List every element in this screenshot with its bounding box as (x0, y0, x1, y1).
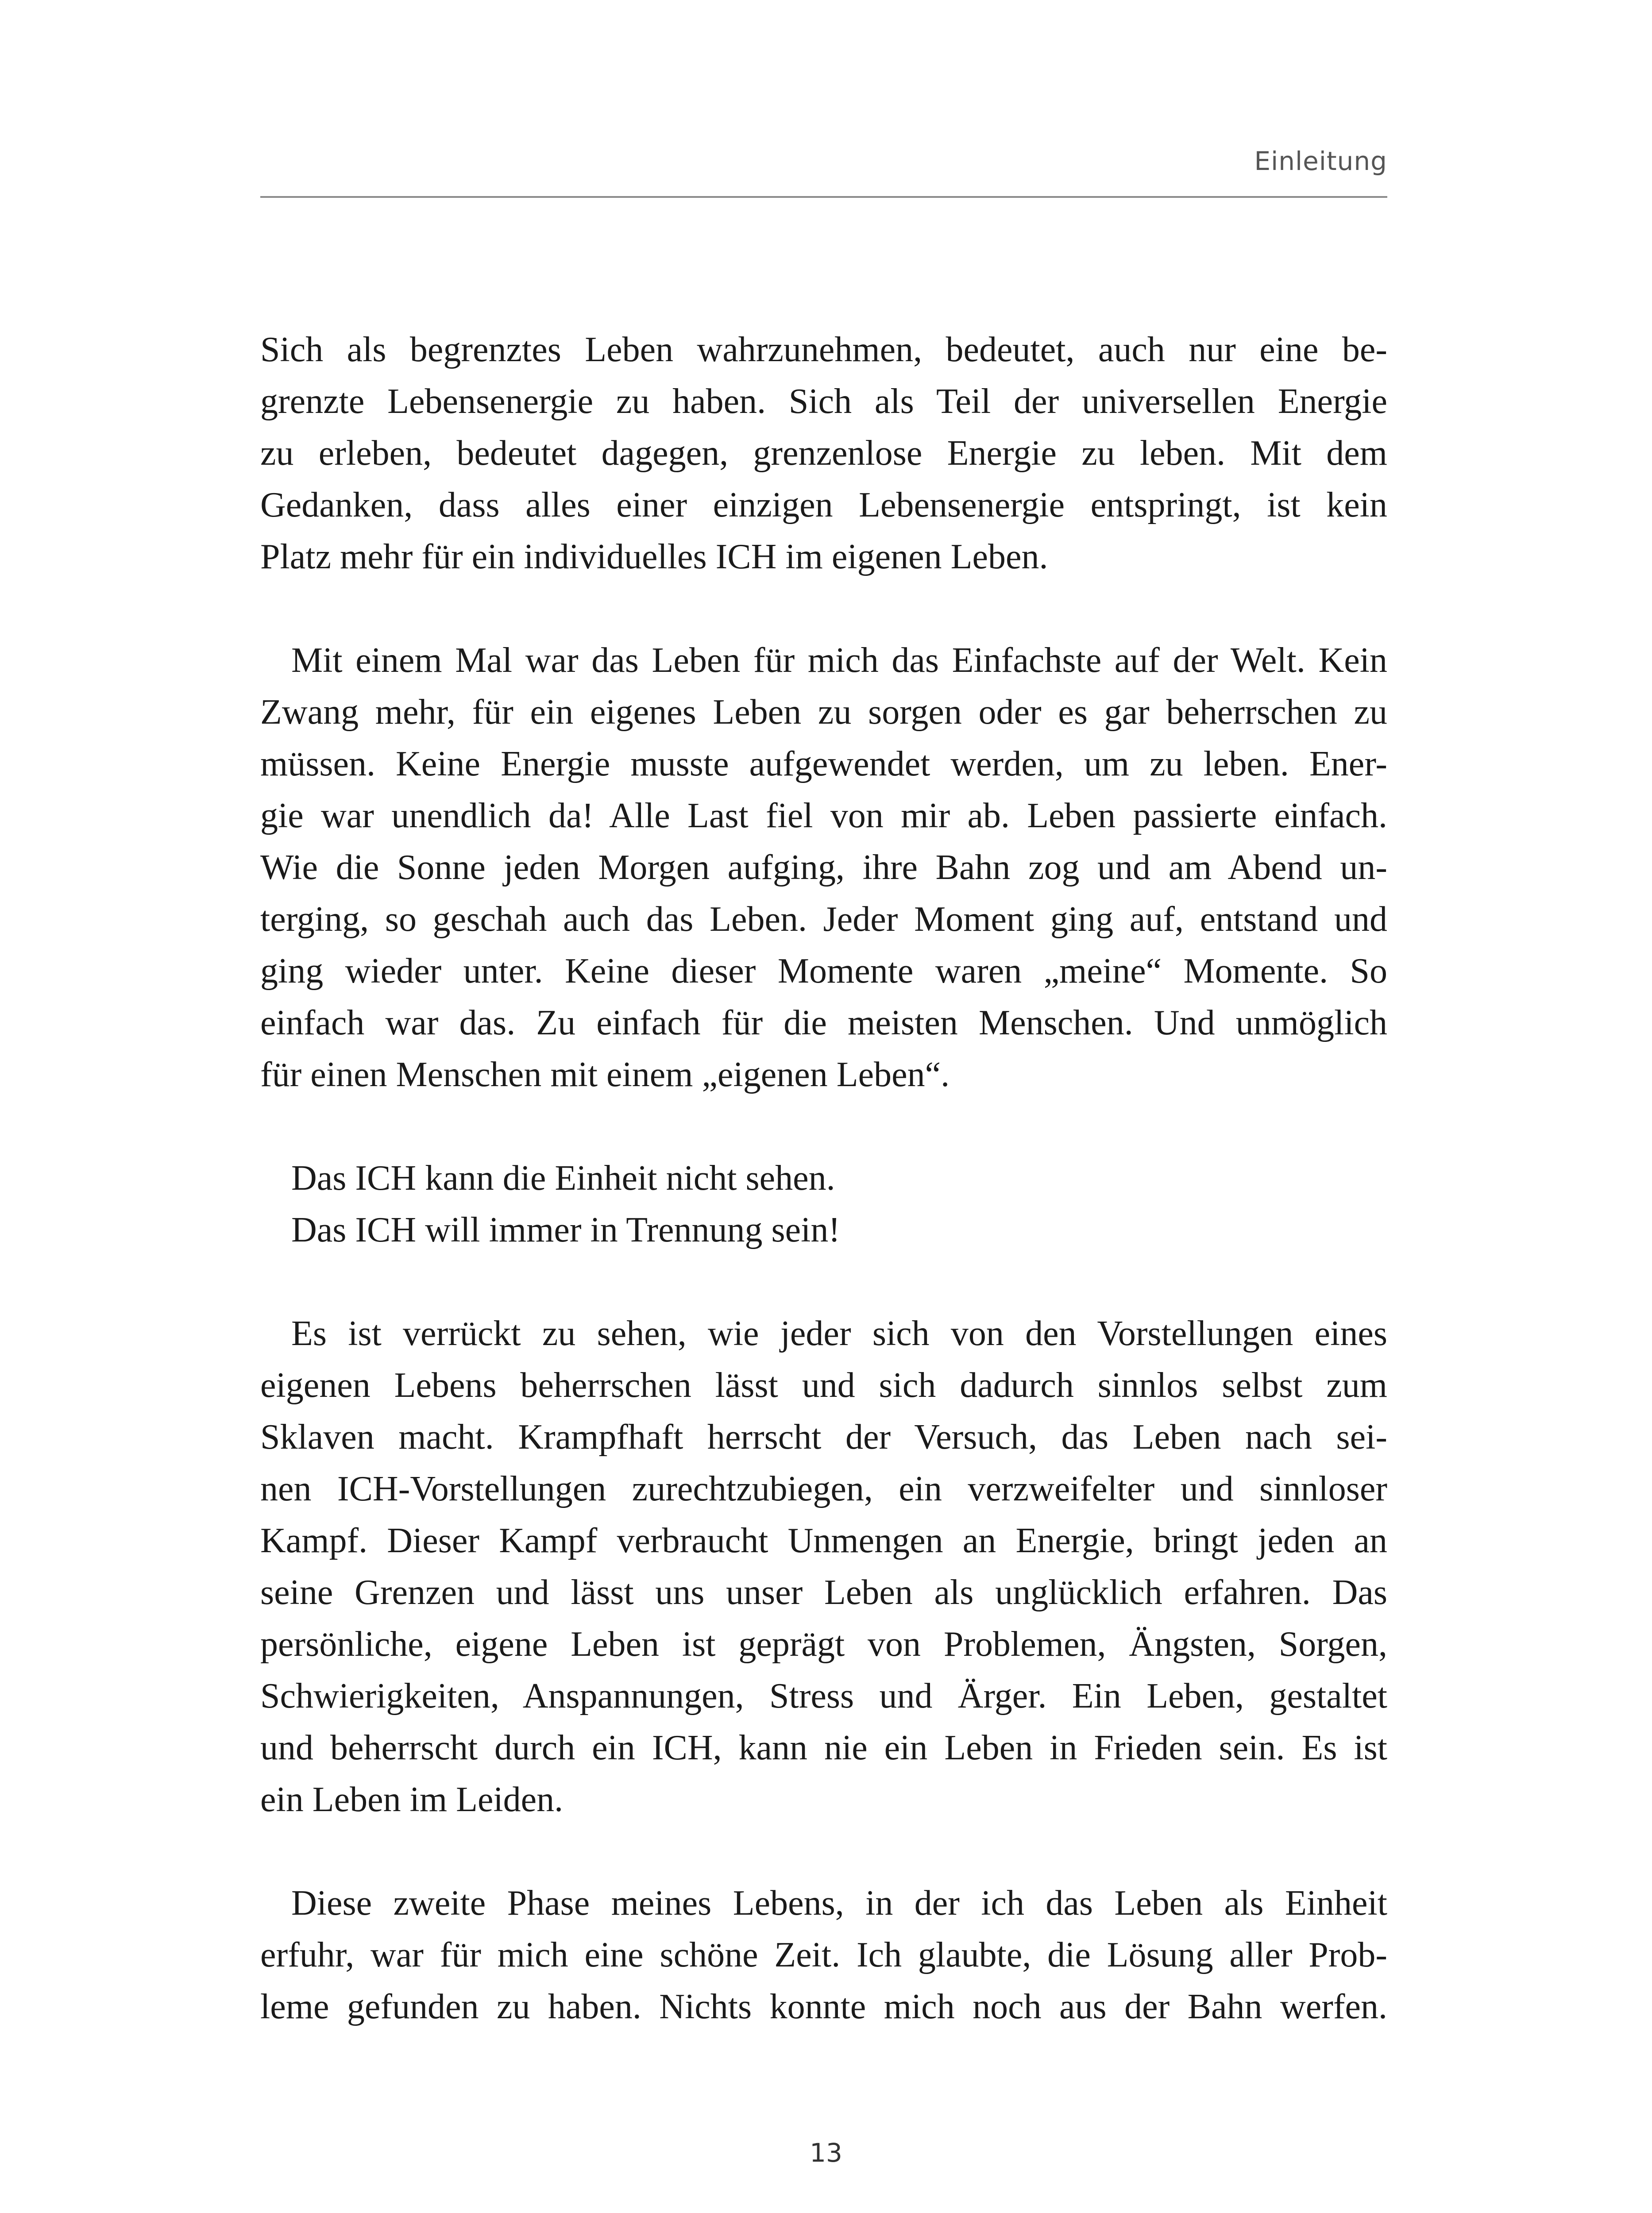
text-line: gie war unendlich da! Alle Last fiel von mir ab. Leben passierte einfach. (260, 796, 1387, 835)
paragraph-1 (260, 324, 1387, 583)
text-line: einfach war das. Zu einfach für die meisten Menschen. Und unmöglich (260, 1003, 1387, 1042)
text-line: persönliche, eigene Leben ist geprägt von Problemen, Ängsten, Sorgen, (260, 1625, 1387, 1664)
verse-line: Das ICH kann die Einheit nicht sehen. (291, 1159, 835, 1198)
verse-line: Das ICH will immer in Trennung sein! (291, 1211, 840, 1249)
text-line: Es ist verrückt zu sehen, wie jeder sich von den Vorstellungen eines (291, 1314, 1387, 1353)
running-header: Einleitung (1254, 146, 1387, 176)
text-line: Kampf. Dieser Kampf verbraucht Unmengen an Energie, bringt jeden an (260, 1521, 1387, 1560)
text-line: Gedanken, dass alles einer einzigen Lebensenergie entspringt, ist kein (260, 486, 1387, 524)
text-line: ein Leben im Leiden. (260, 1780, 564, 1819)
text-line: Wie die Sonne jeden Morgen aufging, ihre Bahn zog und am Abend un- (260, 848, 1387, 887)
text-line: Mit einem Mal war das Leben für mich das Einfachste auf der Welt. Kein (291, 641, 1387, 680)
text-line: leme gefunden zu haben. Nichts konnte mich noch aus der Bahn werfen. (260, 1987, 1387, 2026)
text-line: für einen Menschen mit einem „eigenen Leben“. (260, 1055, 950, 1094)
text-line: grenzte Lebensenergie zu haben. Sich als Teil der universellen Energie (260, 382, 1387, 421)
text-line: müssen. Keine Energie musste aufgewendet werden, um zu leben. Ener- (260, 744, 1387, 783)
text-line: terging, so geschah auch das Leben. Jeder Moment ging auf, entstand und (260, 900, 1387, 939)
text-line: Schwierigkeiten, Anspannungen, Stress und Ärger. Ein Leben, gestaltet (260, 1677, 1387, 1716)
paragraph-5 (260, 1878, 1387, 2033)
text-line: ging wieder unter. Keine dieser Momente waren „meine“ Momente. So (260, 952, 1387, 991)
text-line: Diese zweite Phase meines Lebens, in der ich das Leben als Einheit (291, 1884, 1387, 1923)
paragraph-gap (260, 1101, 1387, 1153)
paragraph-2 (260, 635, 1387, 1101)
text-line: Platz mehr für ein individuelles ICH im eigenen Leben. (260, 537, 1048, 576)
text-line: erfuhr, war für mich eine schöne Zeit. Ich glaubte, die Lösung aller Prob- (260, 1935, 1387, 1974)
body-text (260, 324, 1387, 2033)
text-line: Sklaven macht. Krampfhaft herrscht der Versuch, das Leben nach sei- (260, 1418, 1387, 1457)
paragraph-gap (260, 1256, 1387, 1308)
verse-block (260, 1153, 1387, 1256)
text-line: eigenen Lebens beherrschen lässt und sich dadurch sinnlos selbst zum (260, 1366, 1387, 1405)
paragraph-gap (260, 1826, 1387, 1878)
paragraph-4 (260, 1308, 1387, 1826)
text-line: nen ICH-Vorstellungen zurechtzubiegen, ein verzweifelter und sinnloser (260, 1469, 1387, 1508)
text-line: Sich als begrenztes Leben wahrzunehmen, bedeutet, auch nur eine be- (260, 330, 1387, 369)
text-line: seine Grenzen und lässt uns unser Leben als unglücklich erfahren. Das (260, 1573, 1387, 1612)
page-number: 13 (810, 2138, 842, 2168)
text-line: Zwang mehr, für ein eigenes Leben zu sorgen oder es gar beherrschen zu (260, 693, 1387, 732)
paragraph-gap (260, 583, 1387, 635)
header-rule (260, 196, 1387, 198)
text-line: zu erleben, bedeutet dagegen, grenzenlose Energie zu leben. Mit dem (260, 434, 1387, 473)
text-line: und beherrscht durch ein ICH, kann nie ein Leben in Frieden sein. Es ist (260, 1728, 1387, 1767)
